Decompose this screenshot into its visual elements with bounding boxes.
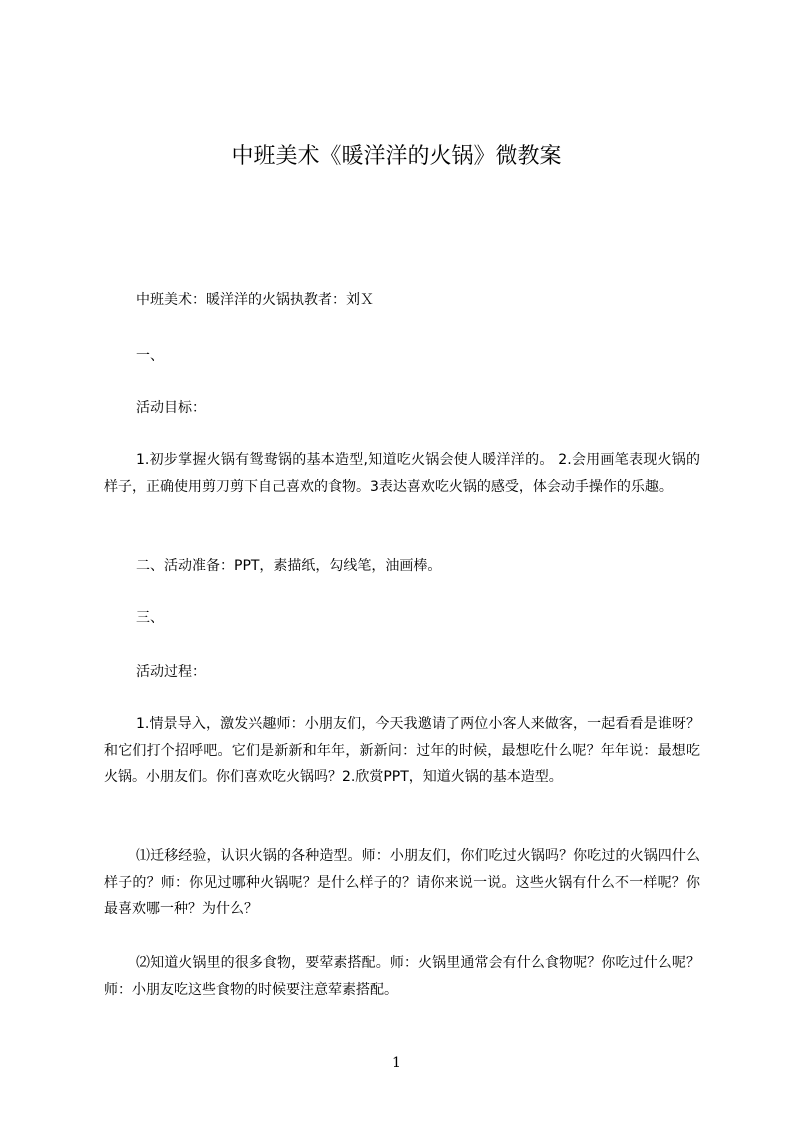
document-title: 中班美术《暖洋洋的火锅》微教案	[231, 144, 562, 169]
paragraph-goals-heading: 活动目标：	[136, 400, 206, 416]
paragraph-process-sub-1: ⑴迁移经验，认识火锅的各种造型。师：小朋友们，你们吃过火锅吗？你吃过的火锅四什么样子的？师：你见过哪种火锅呢？是什么样子的？请你来说一说。这些火锅有什么不一样呢？你最喜欢哪一种？为什么？	[104, 848, 700, 917]
paragraph-section-one: 一、	[136, 348, 164, 364]
paragraph-goals: 1.初步掌握火锅有鸳鸯锅的基本造型,知道吃火锅会使人暖洋洋的。 2.会用画笔表现火锅的样子，正确使用剪刀剪下自己喜欢的食物。3表达喜欢吃火锅的感受，体会动手操作的乐趣。	[104, 452, 700, 495]
paragraph-section-three: 三、	[136, 610, 164, 626]
paragraph-author: 中班美术：暖洋洋的火锅执教者：刘Ｘ	[136, 292, 374, 308]
paragraph-process-step-1: 1.情景导入，激发兴趣师：小朋友们，今天我邀请了两位小客人来做客，一起看看是谁呀？和它们打个招呼吧。它们是新新和年年，新新问：过年的时候，最想吃什么呢？年年说：最想吃火锅。小朋友们。你们喜欢吃火锅吗？2.欣赏PPT，知道火锅的基本造型。	[104, 716, 700, 785]
paragraph-process-sub-2: ⑵知道火锅里的很多食物，要荤素搭配。师：火锅里通常会有什么食物呢？你吃过什么呢？师：小朋友吃这些食物的时候要注意荤素搭配。	[104, 955, 700, 998]
paragraph-process-heading: 活动过程：	[136, 664, 206, 680]
page-number: 1	[392, 1055, 401, 1071]
paragraph-preparation: 二、活动准备：PPT，素描纸，勾线笔，油画棒。	[136, 558, 442, 574]
